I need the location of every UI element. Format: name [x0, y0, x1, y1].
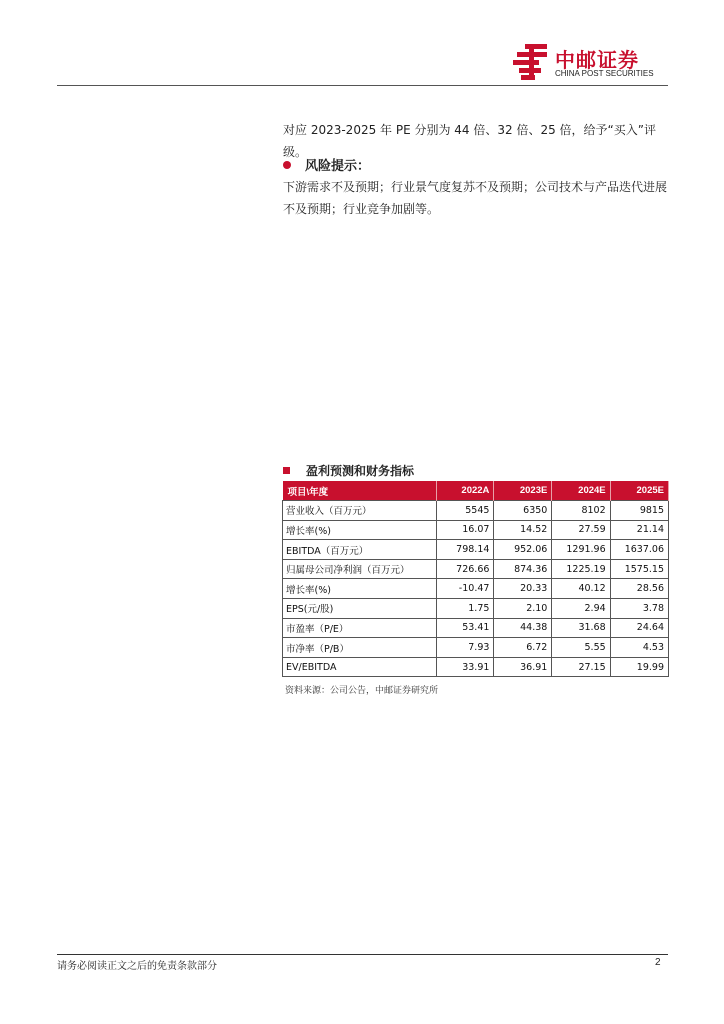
table-cell: 1575.15: [610, 559, 668, 579]
table-cell: 28.56: [610, 579, 668, 599]
table-cell: 53.41: [436, 618, 494, 638]
risk-paragraph: 下游需求不及预期；行业景气度复苏不及预期；公司技术与产品迭代进展不及预期；行业竞争加剧等。: [283, 180, 668, 216]
table-cell: 27.15: [552, 657, 610, 677]
table-cell: 2.10: [494, 599, 552, 619]
table-cell: 2.94: [552, 599, 610, 619]
table-row: [283, 657, 669, 677]
row-label: 增长率(%): [283, 520, 437, 540]
table-cell: 726.66: [436, 559, 494, 579]
table-cell: 24.64: [610, 618, 668, 638]
row-label: EPS(元/股): [283, 599, 437, 619]
table-cell: 16.07: [436, 520, 494, 540]
bullet-icon: [283, 161, 291, 169]
table-cell: 27.59: [552, 520, 610, 540]
china-post-logo-icon: [511, 44, 551, 80]
table-cell: 3.78: [610, 599, 668, 619]
table-row: [283, 559, 669, 579]
valuation-paragraph: 对应 2023-2025 年 PE 分别为 44 倍、32 倍、25 倍，给予“买入”评级。: [283, 123, 656, 159]
header-cell: 2022A: [436, 481, 494, 501]
table-cell: 874.36: [494, 559, 552, 579]
header-cell: 项目\年度: [283, 481, 437, 501]
row-label: 营业收入（百万元）: [283, 501, 437, 521]
company-logo: [511, 44, 671, 84]
table-cell: 1.75: [436, 599, 494, 619]
table-cell: 1637.06: [610, 540, 668, 560]
table-cell: 5545: [436, 501, 494, 521]
header-divider: [57, 85, 668, 86]
row-label: 市净率（P/B）: [283, 638, 437, 658]
logo-chinese-name: 中邮证券: [555, 48, 639, 72]
footer-disclaimer: 请务必阅读正文之后的免责条款部分: [57, 961, 217, 972]
table-cell: 798.14: [436, 540, 494, 560]
table-cell: 21.14: [610, 520, 668, 540]
table-cell: 5.55: [552, 638, 610, 658]
table-cell: 36.91: [494, 657, 552, 677]
table-row: [283, 579, 669, 599]
financial-forecast-table: [282, 481, 669, 677]
row-label: 归属母公司净利润（百万元）: [283, 559, 437, 579]
table-cell: 6350: [494, 501, 552, 521]
table-cell: 952.06: [494, 540, 552, 560]
table-cell: 6.72: [494, 638, 552, 658]
table-row: [283, 618, 669, 638]
table-cell: 31.68: [552, 618, 610, 638]
table-cell: 1225.19: [552, 559, 610, 579]
table-row: [283, 540, 669, 560]
table-row: [283, 501, 669, 521]
table-cell: 4.53: [610, 638, 668, 658]
header-cell: 2024E: [552, 481, 610, 501]
row-label: 增长率(%): [283, 579, 437, 599]
table-header-row: [283, 481, 669, 501]
risk-heading: [283, 158, 370, 176]
risk-heading-label: 风险提示：: [305, 159, 371, 174]
table-cell: 33.91: [436, 657, 494, 677]
table-cell: -10.47: [436, 579, 494, 599]
header-cell: 2023E: [494, 481, 552, 501]
table-cell: 9815: [610, 501, 668, 521]
row-label: EBITDA（百万元）: [283, 540, 437, 560]
header-cell: 2025E: [610, 481, 668, 501]
footer-divider: [57, 954, 668, 955]
table-title: [283, 463, 414, 479]
table-cell: 7.93: [436, 638, 494, 658]
table-row: [283, 520, 669, 540]
table-cell: 20.33: [494, 579, 552, 599]
table-row: [283, 599, 669, 619]
table-cell: 19.99: [610, 657, 668, 677]
row-label: EV/EBITDA: [283, 657, 437, 677]
table-cell: 8102: [552, 501, 610, 521]
table-row: [283, 638, 669, 658]
logo-english-name: CHINA POST SECURITIES: [555, 69, 654, 78]
table-source-note: 资料来源：公司公告，中邮证券研究所: [285, 686, 439, 696]
table-cell: 1291.96: [552, 540, 610, 560]
page-number: 2: [655, 957, 661, 968]
row-label: 市盈率（P/E）: [283, 618, 437, 638]
square-bullet-icon: [283, 467, 290, 474]
table-cell: 40.12: [552, 579, 610, 599]
table-title-label: 盈利预测和财务指标: [306, 464, 415, 478]
table-cell: 14.52: [494, 520, 552, 540]
table-cell: 44.38: [494, 618, 552, 638]
